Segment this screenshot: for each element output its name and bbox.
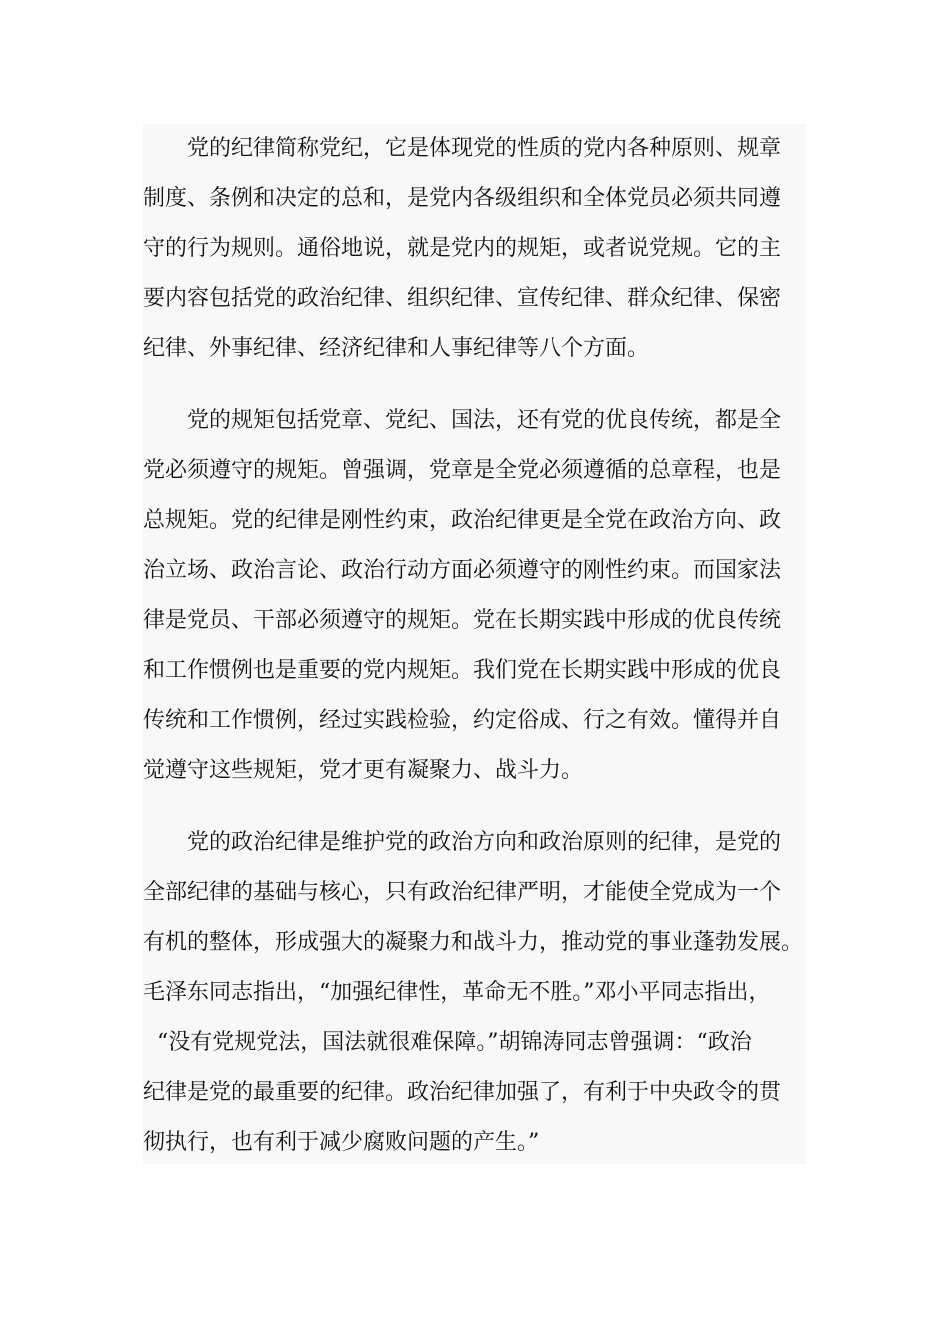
text-line: 要内容包括党的政治纪律、组织纪律、宣传纪律、群众纪律、保密 xyxy=(143,286,782,311)
paragraph-party-discipline-definition xyxy=(143,124,806,374)
text-line: 传统和工作惯例，经过实践检验，约定俗成、行之有效。懂得并自 xyxy=(143,708,782,733)
text-line: 和工作惯例也是重要的党内规矩。我们党在长期实践中形成的优良 xyxy=(143,658,782,683)
text-line: 总规矩。党的纪律是刚性约束，政治纪律更是全党在政治方向、政 xyxy=(143,508,782,533)
paragraph-political-discipline xyxy=(143,818,806,1168)
text-line: 纪律是党的最重要的纪律。政治纪律加强了，有利于中央政令的贯 xyxy=(143,1080,782,1105)
text-line: 治立场、政治言论、政治行动方面必须遵守的刚性约束。而国家法 xyxy=(143,558,782,583)
text-line: 守的行为规则。通俗地说，就是党内的规矩，或者说党规。它的主 xyxy=(143,236,782,261)
text-line: 全部纪律的基础与核心，只有政治纪律严明，才能使全党成为一个 xyxy=(143,880,782,905)
text-line: 制度、条例和决定的总和，是党内各级组织和全体党员必须共同遵 xyxy=(143,186,782,211)
text-line: 毛泽东同志指出，“加强纪律性，革命无不胜。”邓小平同志指出， xyxy=(143,980,771,1005)
paragraph-party-rules xyxy=(143,396,806,796)
text-line: 党的规矩包括党章、党纪、国法，还有党的优良传统，都是全 xyxy=(187,408,782,433)
text-line: “没有党规党法，国法就很难保障。”胡锦涛同志曾强调：“政治 xyxy=(157,1030,752,1055)
text-line: 觉遵守这些规矩，党才更有凝聚力、战斗力。 xyxy=(143,758,584,783)
text-line: 党必须遵守的规矩。曾强调，党章是全党必须遵循的总章程，也是 xyxy=(143,458,782,483)
text-line: 有机的整体，形成强大的凝聚力和战斗力，推动党的事业蓬勃发展。 xyxy=(143,930,804,955)
text-line: 纪律、外事纪律、经济纪律和人事纪律等八个方面。 xyxy=(143,336,650,361)
text-line: 党的纪律简称党纪，它是体现党的性质的党内各种原则、规章 xyxy=(187,136,782,161)
text-line: 彻执行，也有利于减少腐败问题的产生。” xyxy=(143,1130,540,1155)
text-line: 党的政治纪律是维护党的政治方向和政治原则的纪律，是党的 xyxy=(187,830,782,855)
text-line: 律是党员、干部必须遵守的规矩。党在长期实践中形成的优良传统 xyxy=(143,608,782,633)
document-body xyxy=(143,124,806,1164)
